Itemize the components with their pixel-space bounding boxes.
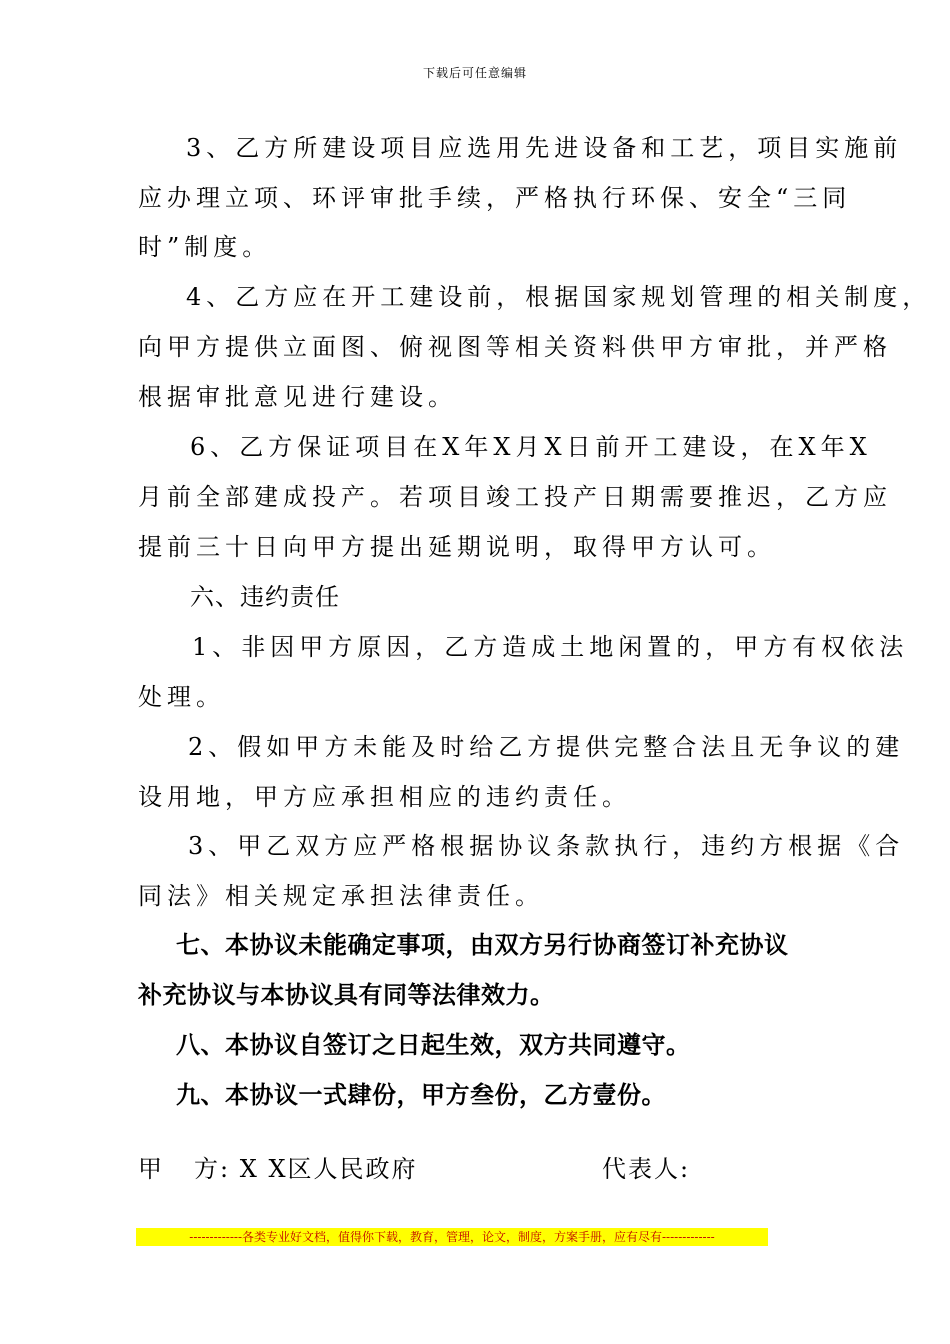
clause-6-line-2: 月前全部建成投产。若项目竣工投产日期需要推迟，乙方应 xyxy=(138,483,892,511)
header-note: 下载后可任意编辑 xyxy=(422,66,527,80)
liability-3-line-2: 同法》相关规定承担法律责任。 xyxy=(138,882,544,910)
clause-4-line-1: 4、乙方应在开工建设前，根据国家规划管理的相关制度， xyxy=(186,283,932,311)
clause-3-line-1: 3、乙方所建设项目应选用先进设备和工艺，项目实施前 xyxy=(186,134,903,162)
liability-3-line-1: 3、甲乙双方应严格根据协议条款执行，违约方根据《合 xyxy=(188,832,905,860)
section-9-line: 九、本协议一式肆份，甲方叁份，乙方壹份。 xyxy=(176,1081,666,1109)
section-8-line: 八、本协议自签订之日起生效，双方共同遵守。 xyxy=(176,1031,691,1059)
clause-4-line-2: 向甲方提供立面图、俯视图等相关资料供甲方审批，并严格 xyxy=(138,333,892,361)
liability-1-line-1: 1、非因甲方原因，乙方造成土地闲置的，甲方有权依法 xyxy=(192,633,909,661)
section-7-line-2: 补充协议与本协议具有同等法律效力。 xyxy=(138,981,555,1009)
representative-label: 代表人: xyxy=(602,1155,691,1183)
liability-2-line-2: 设用地，甲方应承担相应的违约责任。 xyxy=(138,783,631,811)
liability-2-line-1: 2、假如甲方未能及时给乙方提供完整合法且无争议的建 xyxy=(188,733,905,761)
liability-1-line-2: 处理。 xyxy=(138,683,225,711)
clause-6-line-3: 提前三十日向甲方提出延期说明，取得甲方认可。 xyxy=(138,533,776,561)
party-a-value: X X区人民政府 xyxy=(239,1155,418,1183)
section-7-line-1: 七、本协议未能确定事项，由双方另行协商签订补充协议 xyxy=(176,931,789,959)
clause-6-line-1: 6、乙方保证项目在X年X月X日前开工建设，在X年X xyxy=(190,433,872,461)
section-6-heading: 六、违约责任 xyxy=(190,583,340,611)
footer-banner: -------------各类专业好文档，值得你下载，教育，管理，论文，制度，方案手册，应有尽有------------- xyxy=(136,1228,768,1246)
party-a-label-1: 甲 xyxy=(138,1155,164,1183)
clause-4-line-3: 根据审批意见进行建设。 xyxy=(138,383,457,411)
party-a-signature xyxy=(138,1154,418,1184)
clause-3-line-2: 应办理立项、环评审批手续，严格执行环保、安全“三同 xyxy=(138,184,852,212)
party-a-label-2: 方: xyxy=(194,1155,231,1183)
clause-3-line-3: 时”制度。 xyxy=(138,233,272,261)
